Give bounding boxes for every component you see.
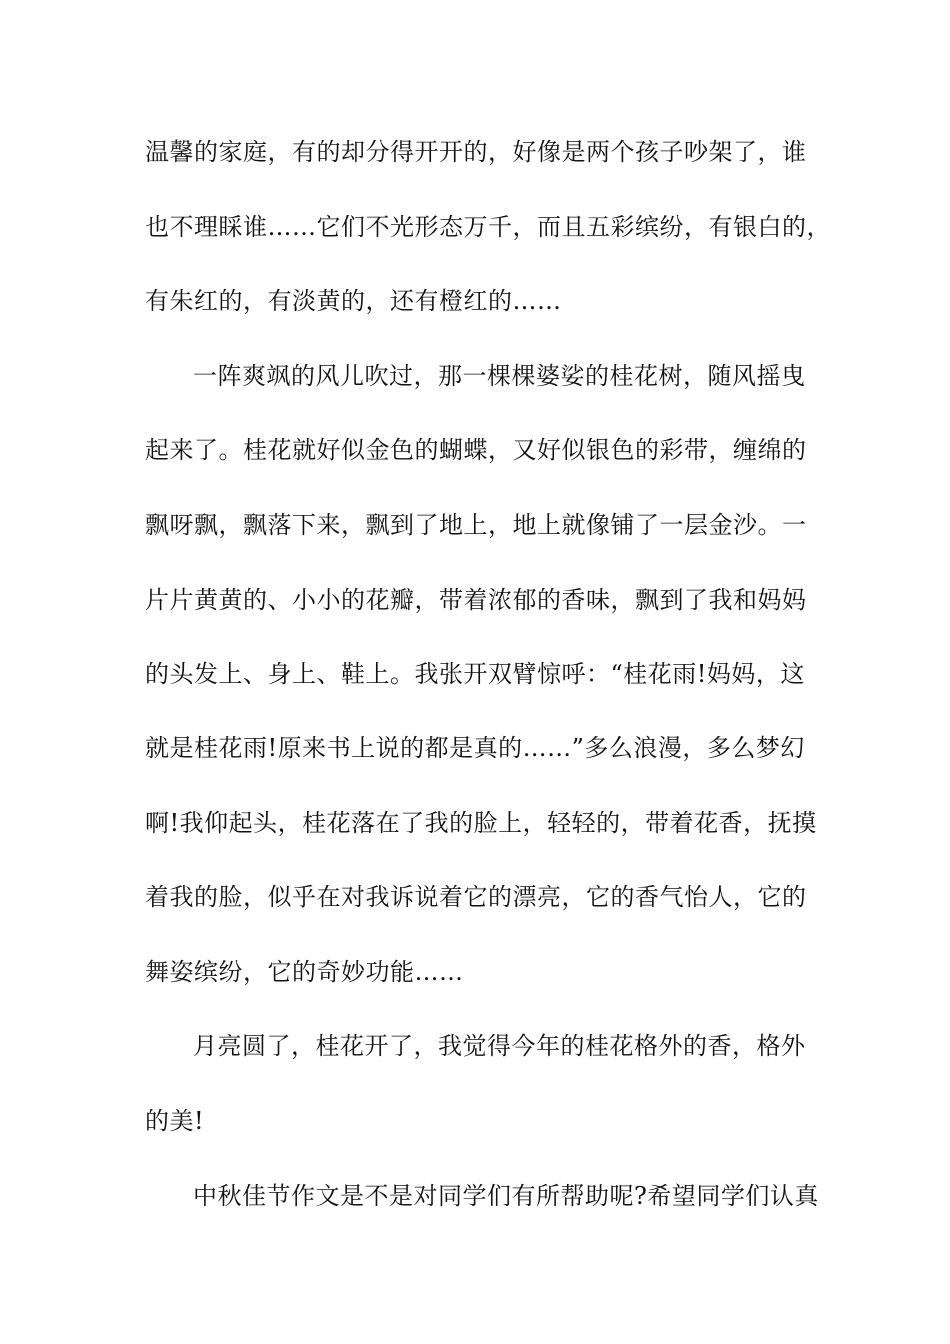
text-line: 有朱红的，有淡黄的，还有橙红的…… bbox=[145, 287, 562, 315]
text-line: 片片黄黄的、小小的花瓣，带着浓郁的香味，飘到了我和妈妈 bbox=[145, 586, 807, 614]
text-line: 就是桂花雨!原来书上说的都是真的……”多么浪漫，多么梦幻 bbox=[145, 734, 805, 762]
text-line: 飘呀飘，飘落下来，飘到了地上，地上就像铺了一层金沙。一 bbox=[145, 511, 807, 539]
text-line: 的美! bbox=[145, 1107, 205, 1135]
paragraph-first-line: 一阵爽飒的风儿吹过，那一棵棵婆娑的桂花树，随风摇曳 bbox=[193, 362, 806, 390]
text-line: 起来了。桂花就好似金色的蝴蝶，又好似银色的彩带，缠绵的 bbox=[145, 436, 807, 464]
text-line: 啊!我仰起头，桂花落在了我的脸上，轻轻的，带着花香，抚摸 bbox=[145, 809, 817, 837]
text-line: 也不理睬谁……它们不光形态万千，而且五彩缤纷，有银白的， bbox=[145, 213, 831, 241]
text-line: 温馨的家庭，有的却分得开开的，好像是两个孩子吵架了，谁 bbox=[145, 138, 807, 166]
paragraph-first-line: 月亮圆了，桂花开了，我觉得今年的桂花格外的香，格外 bbox=[193, 1032, 806, 1060]
text-line: 舞姿缤纷，它的奇妙功能…… bbox=[145, 958, 464, 986]
text-line: 着我的脸，似乎在对我诉说着它的漂亮，它的香气怡人，它的 bbox=[145, 883, 807, 911]
paragraph-first-line: 中秋佳节作文是不是对同学们有所帮助呢?希望同学们认真 bbox=[193, 1182, 819, 1210]
text-line: 的头发上、身上、鞋上。我张开双臂惊呼：“桂花雨!妈妈，这 bbox=[145, 660, 805, 688]
